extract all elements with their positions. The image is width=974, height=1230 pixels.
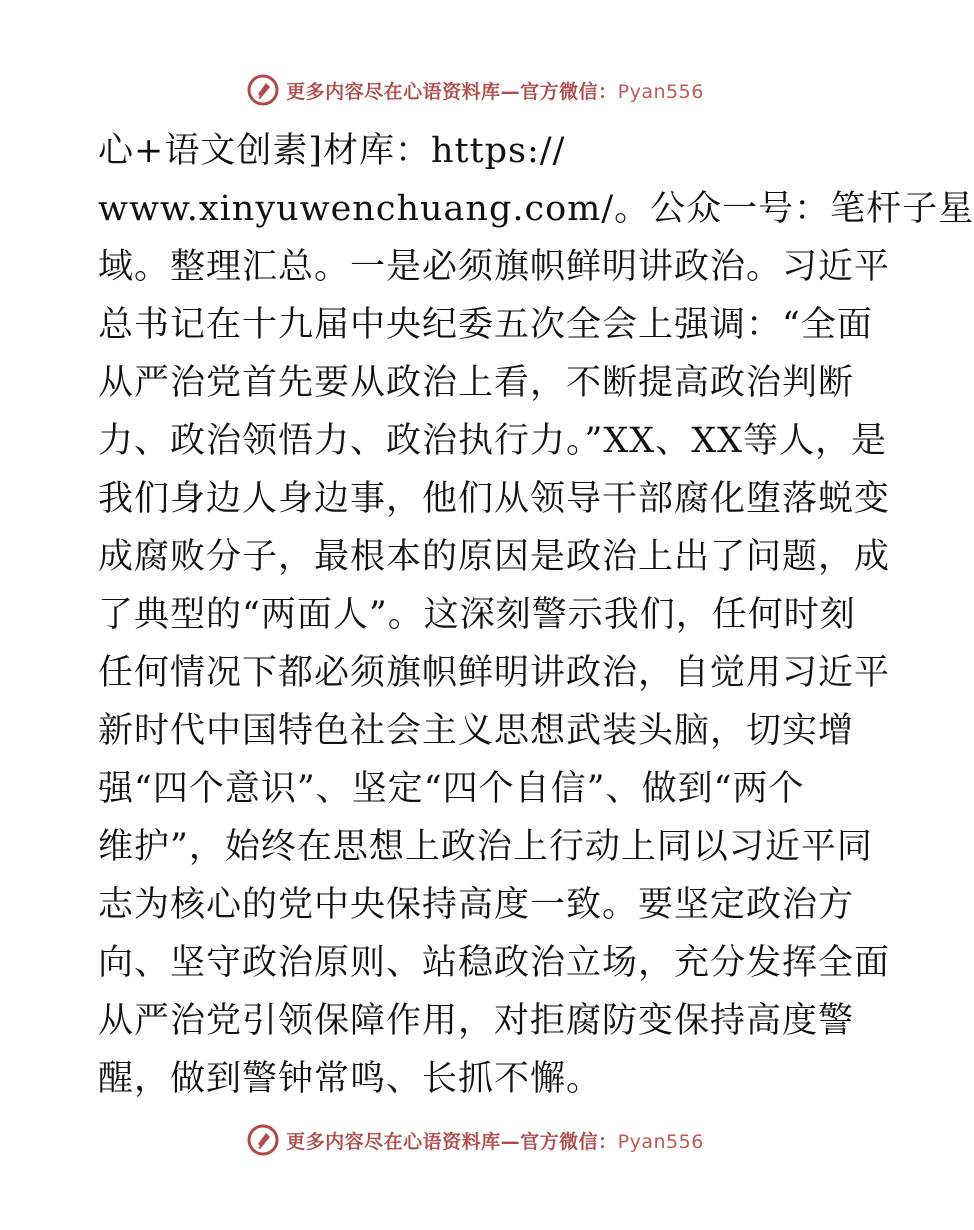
- body-line: 成腐败分子，最根本的原因是政治上出了问题，成: [98, 537, 891, 577]
- document-body: [98, 122, 974, 1108]
- footer-banner-text: 更多内容尽在心语资料库—官方微信：Pyan556: [286, 1130, 704, 1153]
- body-line: 域。整理汇总。一是必须旗帜鲜明讲政治。习近平: [98, 247, 891, 287]
- footer-wechat-id: Pyan556: [617, 1130, 704, 1153]
- body-line: 了典型的“两面人”。这深刻警示我们，任何时刻: [98, 595, 856, 635]
- body-line: 醒，做到警钟常鸣、长抓不懈。: [98, 1059, 603, 1099]
- body-line: 向、坚守政治原则、站稳政治立场，充分发挥全面: [98, 943, 891, 983]
- header-banner-text: 更多内容尽在心语资料库—官方微信：Pyan556: [286, 80, 704, 103]
- body-line: 志为核心的党中央保持高度一致。要坚定政治方: [98, 885, 855, 925]
- header-wechat-id: Pyan556: [617, 80, 704, 103]
- body-line: 我们身边人身边事，他们从领导干部腐化堕落蜕变: [98, 479, 891, 519]
- body-line: 维护”，始终在思想上政治上行动上同以习近平同: [98, 827, 873, 867]
- pen-nib-logo-icon: [246, 1123, 280, 1157]
- pen-nib-logo-icon: [246, 73, 280, 107]
- footer-banner: [0, 1120, 950, 1160]
- body-line: 新时代中国特色社会主义思想武装头脑，切实增: [98, 711, 855, 751]
- body-line: 任何情况下都必须旗帜鲜明讲政治，自觉用习近平: [98, 653, 891, 693]
- body-line: 从严治党引领保障作用，对拒腐防变保持高度警: [98, 1001, 855, 1041]
- body-line: 强“四个意识”、坚定“四个自信”、做到“两个: [98, 769, 805, 809]
- body-line: 从严治党首先要从政治上看，不断提高政治判断: [98, 363, 855, 403]
- body-line: 心+语文创素]材库：https://: [98, 131, 566, 171]
- body-line: www.xinyuwenchuang.com/。公众一号：笔杆子星: [98, 189, 974, 229]
- header-banner: [0, 70, 950, 110]
- body-line: 力、政治领悟力、政治执行力。”XX、XX等人，是: [98, 421, 888, 461]
- body-line: 总书记在十九届中央纪委五次全会上强调：“全面: [98, 305, 873, 345]
